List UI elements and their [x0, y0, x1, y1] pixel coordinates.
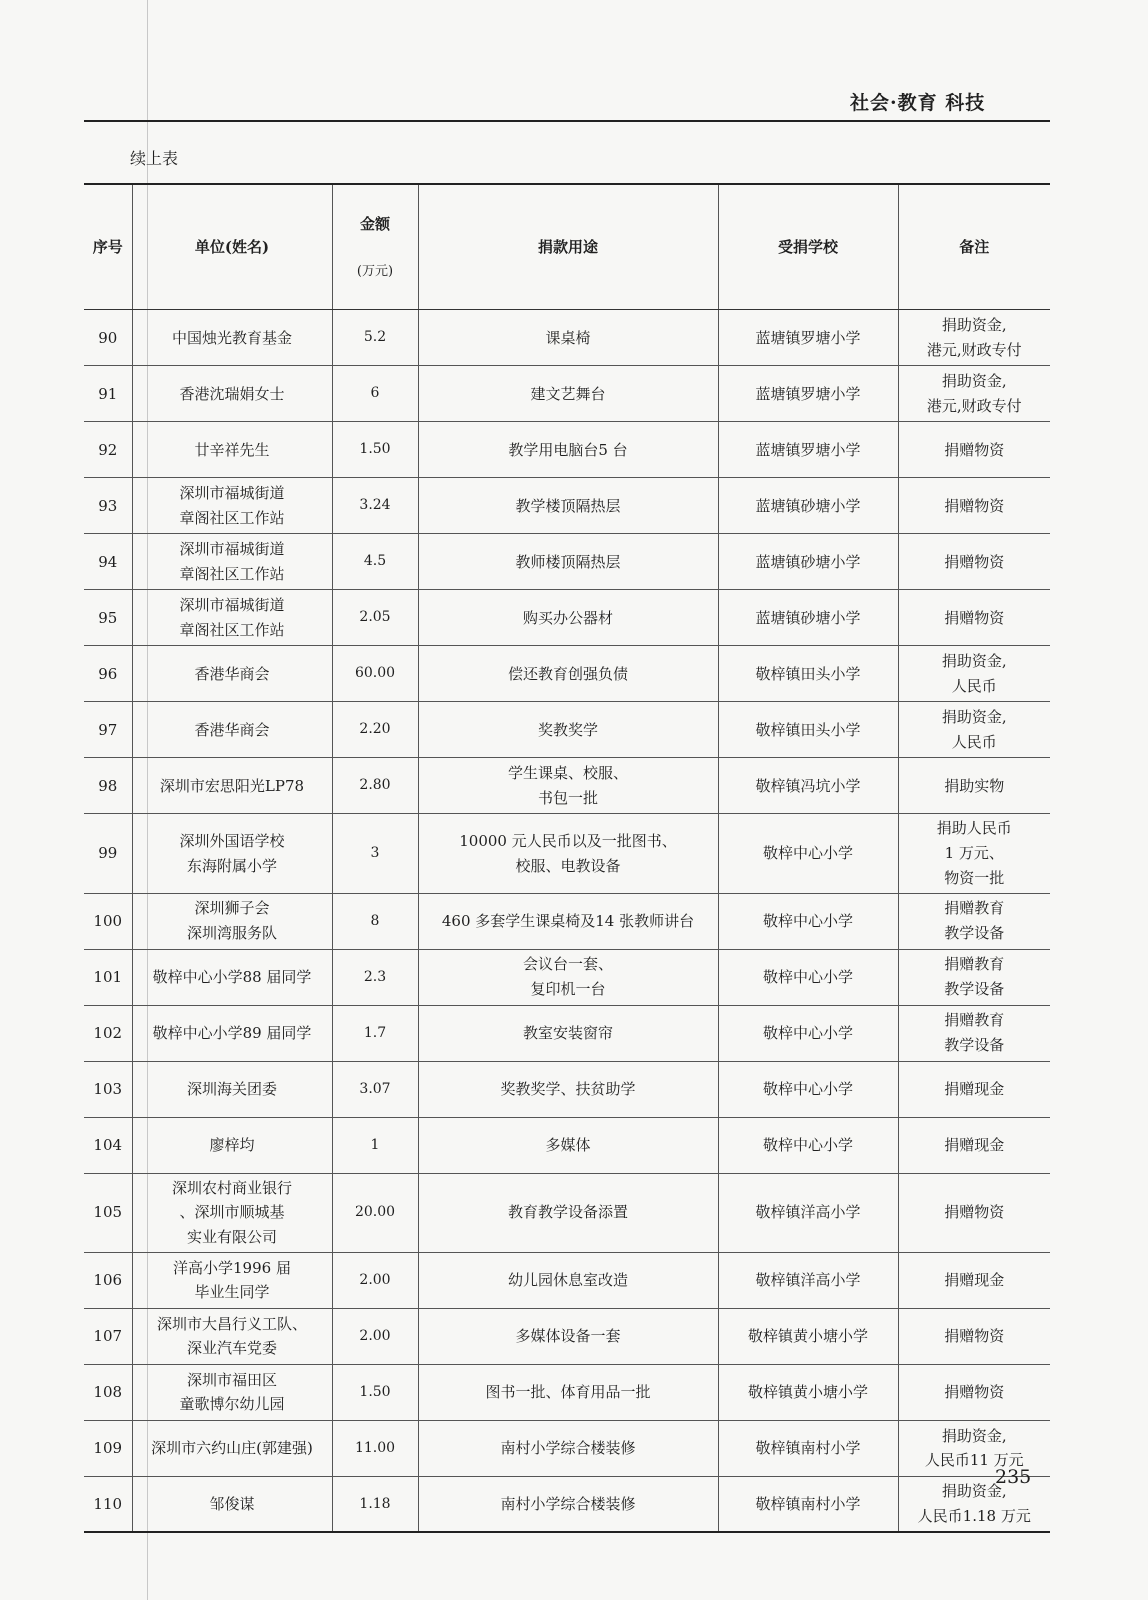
- cell-amount: 2.20: [332, 702, 418, 758]
- cell-no: 98: [84, 758, 132, 814]
- cell-school: 敬梓中心小学: [718, 893, 898, 949]
- table-row: [84, 1308, 1050, 1364]
- cell-no: 99: [84, 814, 132, 893]
- cell-remark: 捐赠物资: [898, 478, 1050, 534]
- cell-donor: 敬梓中心小学88 届同学: [132, 949, 332, 1005]
- cell-amount: 3.07: [332, 1061, 418, 1117]
- cell-amount: 4.5: [332, 534, 418, 590]
- cell-purpose: 奖教奖学、扶贫助学: [418, 1061, 718, 1117]
- cell-no: 94: [84, 534, 132, 590]
- cell-purpose: 奖教奖学: [418, 702, 718, 758]
- col-header-purpose: 捐款用途: [418, 184, 718, 310]
- cell-purpose: 460 多套学生课桌椅及14 张教师讲台: [418, 893, 718, 949]
- cell-donor: 深圳狮子会 深圳湾服务队: [132, 893, 332, 949]
- cell-school: 蓝塘镇砂塘小学: [718, 478, 898, 534]
- cell-remark: 捐赠物资: [898, 422, 1050, 478]
- cell-amount: 1.50: [332, 1364, 418, 1420]
- table-row: [84, 1420, 1050, 1476]
- cell-purpose: 南村小学综合楼装修: [418, 1420, 718, 1476]
- section-header: 社会·教育 科技: [850, 92, 986, 114]
- cell-remark: 捐助资金, 港元,财政专付: [898, 366, 1050, 422]
- cell-remark: 捐助资金, 人民币1.18 万元: [898, 1476, 1050, 1532]
- cell-no: 96: [84, 646, 132, 702]
- cell-no: 90: [84, 310, 132, 366]
- cell-no: 103: [84, 1061, 132, 1117]
- cell-remark: 捐赠物资: [898, 590, 1050, 646]
- cell-remark: 捐助人民币 1 万元、 物资一批: [898, 814, 1050, 893]
- cell-purpose: 多媒体设备一套: [418, 1308, 718, 1364]
- table-row: [84, 366, 1050, 422]
- cell-donor: 深圳市六约山庄(郭建强): [132, 1420, 332, 1476]
- cell-remark: 捐助资金, 人民币11 万元: [898, 1420, 1050, 1476]
- cell-school: 敬梓镇黄小塘小学: [718, 1364, 898, 1420]
- cell-no: 106: [84, 1252, 132, 1308]
- table-row: [84, 590, 1050, 646]
- cell-school: 蓝塘镇罗塘小学: [718, 310, 898, 366]
- col-header-no: 序号: [84, 184, 132, 310]
- cell-amount: 1.18: [332, 1476, 418, 1532]
- table-row: [84, 949, 1050, 1005]
- table-row: [84, 814, 1050, 893]
- cell-remark: 捐赠物资: [898, 1364, 1050, 1420]
- cell-no: 93: [84, 478, 132, 534]
- cell-remark: 捐赠现金: [898, 1061, 1050, 1117]
- table-row: [84, 646, 1050, 702]
- cell-amount: 1.7: [332, 1005, 418, 1061]
- cell-remark: 捐赠教育 教学设备: [898, 1005, 1050, 1061]
- cell-school: 敬梓中心小学: [718, 1117, 898, 1173]
- cell-donor: 深圳市福城街道 章阁社区工作站: [132, 590, 332, 646]
- cell-amount: 60.00: [332, 646, 418, 702]
- page-number: 235: [995, 1466, 1032, 1488]
- cell-school: 敬梓镇南村小学: [718, 1420, 898, 1476]
- table-row: [84, 1252, 1050, 1308]
- cell-no: 107: [84, 1308, 132, 1364]
- cell-purpose: 课桌椅: [418, 310, 718, 366]
- cell-amount: 20.00: [332, 1173, 418, 1252]
- cell-remark: 捐赠教育 教学设备: [898, 949, 1050, 1005]
- continued-label: 续上表: [130, 149, 179, 168]
- cell-remark: 捐赠物资: [898, 1308, 1050, 1364]
- cell-purpose: 会议台一套、 复印机一台: [418, 949, 718, 1005]
- cell-school: 敬梓中心小学: [718, 1005, 898, 1061]
- cell-purpose: 教学楼顶隔热层: [418, 478, 718, 534]
- table-row: [84, 1476, 1050, 1532]
- cell-amount: 2.80: [332, 758, 418, 814]
- cell-school: 敬梓镇田头小学: [718, 702, 898, 758]
- cell-no: 104: [84, 1117, 132, 1173]
- cell-no: 110: [84, 1476, 132, 1532]
- cell-amount: 2.00: [332, 1308, 418, 1364]
- cell-amount: 1: [332, 1117, 418, 1173]
- cell-no: 95: [84, 590, 132, 646]
- cell-amount: 5.2: [332, 310, 418, 366]
- cell-amount: 6: [332, 366, 418, 422]
- cell-school: 敬梓镇洋高小学: [718, 1252, 898, 1308]
- cell-school: 敬梓镇洋高小学: [718, 1173, 898, 1252]
- cell-school: 敬梓镇冯坑小学: [718, 758, 898, 814]
- cell-donor: 深圳市福田区 童歌博尔幼儿园: [132, 1364, 332, 1420]
- cell-school: 蓝塘镇罗塘小学: [718, 422, 898, 478]
- cell-donor: 香港沈瑞娟女士: [132, 366, 332, 422]
- cell-no: 92: [84, 422, 132, 478]
- cell-donor: 深圳农村商业银行 、深圳市顺城基 实业有限公司: [132, 1173, 332, 1252]
- cell-amount: 8: [332, 893, 418, 949]
- col-header-amount-label: 金额: [359, 214, 390, 233]
- cell-purpose: 多媒体: [418, 1117, 718, 1173]
- cell-donor: 邹俊谋: [132, 1476, 332, 1532]
- cell-purpose: 教师楼顶隔热层: [418, 534, 718, 590]
- cell-school: 敬梓镇南村小学: [718, 1476, 898, 1532]
- cell-school: 蓝塘镇砂塘小学: [718, 590, 898, 646]
- table-header-row: [84, 184, 1050, 310]
- col-header-amount: [332, 184, 418, 310]
- cell-donor: 洋高小学1996 届 毕业生同学: [132, 1252, 332, 1308]
- cell-school: 敬梓中心小学: [718, 814, 898, 893]
- cell-no: 100: [84, 893, 132, 949]
- header-rule: [84, 120, 1050, 122]
- cell-purpose: 10000 元人民币以及一批图书、 校服、电教设备: [418, 814, 718, 893]
- cell-purpose: 南村小学综合楼装修: [418, 1476, 718, 1532]
- col-header-remark: 备注: [898, 184, 1050, 310]
- cell-purpose: 幼儿园休息室改造: [418, 1252, 718, 1308]
- cell-purpose: 教学用电脑台5 台: [418, 422, 718, 478]
- col-header-donor: 单位(姓名): [132, 184, 332, 310]
- table-row: [84, 310, 1050, 366]
- cell-school: 敬梓镇黄小塘小学: [718, 1308, 898, 1364]
- cell-purpose: 偿还教育创强负债: [418, 646, 718, 702]
- cell-remark: 捐助资金, 港元,财政专付: [898, 310, 1050, 366]
- cell-no: 105: [84, 1173, 132, 1252]
- cell-school: 蓝塘镇砂塘小学: [718, 534, 898, 590]
- cell-purpose: 学生课桌、校服、 书包一批: [418, 758, 718, 814]
- cell-donor: 敬梓中心小学89 届同学: [132, 1005, 332, 1061]
- cell-donor: 深圳市福城街道 章阁社区工作站: [132, 534, 332, 590]
- cell-donor: 廿辛祥先生: [132, 422, 332, 478]
- cell-no: 109: [84, 1420, 132, 1476]
- cell-purpose: 图书一批、体育用品一批: [418, 1364, 718, 1420]
- table-row: [84, 1117, 1050, 1173]
- cell-school: 敬梓中心小学: [718, 949, 898, 1005]
- cell-remark: 捐助资金, 人民币: [898, 702, 1050, 758]
- cell-donor: 廖梓均: [132, 1117, 332, 1173]
- table-row: [84, 422, 1050, 478]
- cell-purpose: 教室安装窗帘: [418, 1005, 718, 1061]
- cell-no: 101: [84, 949, 132, 1005]
- cell-donor: 深圳外国语学校 东海附属小学: [132, 814, 332, 893]
- cell-school: 敬梓中心小学: [718, 1061, 898, 1117]
- col-header-amount-unit: (万元): [356, 264, 394, 280]
- table-row: [84, 478, 1050, 534]
- cell-school: 敬梓镇田头小学: [718, 646, 898, 702]
- cell-amount: 3: [332, 814, 418, 893]
- cell-no: 91: [84, 366, 132, 422]
- col-header-school: 受捐学校: [718, 184, 898, 310]
- cell-no: 102: [84, 1005, 132, 1061]
- cell-school: 蓝塘镇罗塘小学: [718, 366, 898, 422]
- cell-remark: 捐助资金, 人民币: [898, 646, 1050, 702]
- cell-donor: 深圳市宏思阳光LP78: [132, 758, 332, 814]
- cell-no: 108: [84, 1364, 132, 1420]
- cell-purpose: 建文艺舞台: [418, 366, 718, 422]
- cell-remark: 捐赠物资: [898, 534, 1050, 590]
- cell-amount: 11.00: [332, 1420, 418, 1476]
- cell-donor: 香港华商会: [132, 646, 332, 702]
- cell-purpose: 购买办公器材: [418, 590, 718, 646]
- cell-amount: 2.3: [332, 949, 418, 1005]
- cell-amount: 2.05: [332, 590, 418, 646]
- donation-table: [84, 183, 1050, 1533]
- cell-donor: 中国烛光教育基金: [132, 310, 332, 366]
- table-row: [84, 893, 1050, 949]
- table-row: [84, 1061, 1050, 1117]
- cell-remark: 捐赠教育 教学设备: [898, 893, 1050, 949]
- table-row: [84, 1005, 1050, 1061]
- cell-donor: 深圳海关团委: [132, 1061, 332, 1117]
- cell-amount: 1.50: [332, 422, 418, 478]
- cell-donor: 香港华商会: [132, 702, 332, 758]
- cell-amount: 2.00: [332, 1252, 418, 1308]
- cell-no: 97: [84, 702, 132, 758]
- cell-amount: 3.24: [332, 478, 418, 534]
- cell-remark: 捐赠现金: [898, 1252, 1050, 1308]
- cell-donor: 深圳市福城街道 章阁社区工作站: [132, 478, 332, 534]
- table-row: [84, 702, 1050, 758]
- cell-remark: 捐赠物资: [898, 1173, 1050, 1252]
- table-row: [84, 1364, 1050, 1420]
- table-row: [84, 758, 1050, 814]
- table-row: [84, 1173, 1050, 1252]
- table-body: [84, 310, 1050, 1533]
- cell-remark: 捐赠现金: [898, 1117, 1050, 1173]
- cell-purpose: 教育教学设备添置: [418, 1173, 718, 1252]
- cell-donor: 深圳市大昌行义工队、 深业汽车党委: [132, 1308, 332, 1364]
- table-row: [84, 534, 1050, 590]
- cell-remark: 捐助实物: [898, 758, 1050, 814]
